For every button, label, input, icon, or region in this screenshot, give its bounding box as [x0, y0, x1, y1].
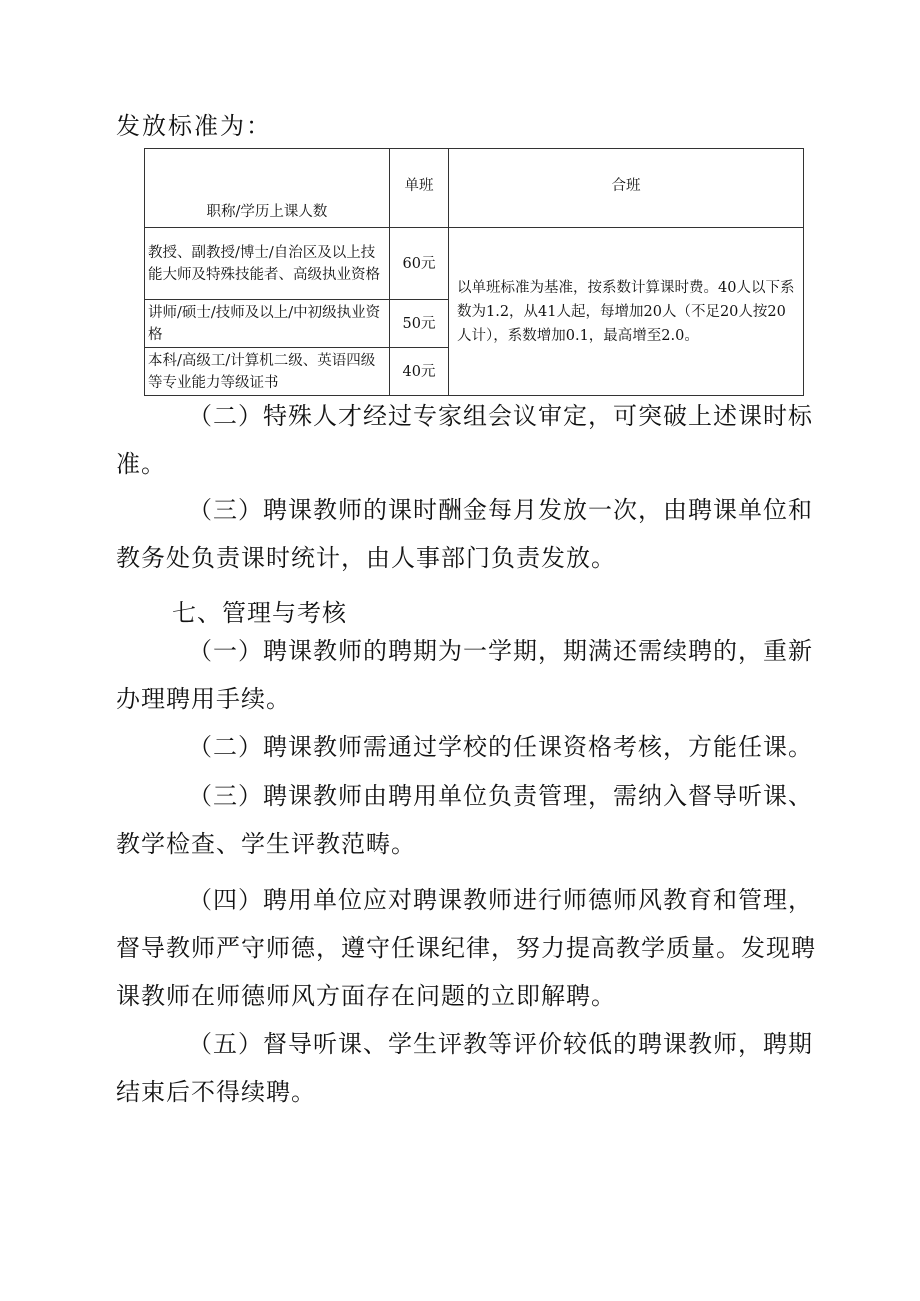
- paragraph: [116, 723, 836, 771]
- table-header-row: [145, 149, 804, 228]
- paragraph-text: （四）聘用单位应对聘课教师进行师德师风教育和管理，督导教师严守师德，遵守任课纪律，努力提高教学质量。发现聘课教师在师德师风方面存在问题的立即解聘。: [116, 886, 816, 1010]
- category-cell: 讲师/硕士/技师及以上/中初级执业资格: [145, 300, 390, 348]
- paragraph: [116, 876, 836, 1020]
- rate-cell: 50元: [390, 300, 449, 348]
- header-title-cell: 职称/学历上课人数: [145, 149, 390, 228]
- paragraph-text: （二）聘课教师需通过学校的任课资格考核，方能任课。: [188, 733, 813, 761]
- paragraph-text: （五）督导听课、学生评教等评价较低的聘课教师，聘期结束后不得续聘。: [116, 1030, 813, 1106]
- paragraph-text: （一）聘课教师的聘期为一学期，期满还需续聘的，重新办理聘用手续。: [116, 637, 813, 713]
- category-cell: 教授、副教授/博士/自治区及以上技能大师及特殊技能者、高级执业资格: [145, 228, 390, 300]
- header-single-cell: 单班: [390, 149, 449, 228]
- combined-note-cell: 以单班标准为基准，按系数计算课时费。40人以下系数为1.2，从41人起，每增加20人（不足20人按20人计），系数增加0.1，最高增至2.0。: [449, 228, 804, 396]
- rate-cell: 60元: [390, 228, 449, 300]
- paragraph: [116, 486, 836, 582]
- paragraph-text: （三）聘课教师由聘用单位负责管理，需纳入督导听课、教学检查、学生评教范畴。: [116, 782, 813, 858]
- paragraph: [116, 392, 836, 488]
- category-cell: 本科/高级工/计算机二级、英语四级等专业能力等级证书: [145, 348, 390, 396]
- table-row: [145, 228, 804, 300]
- rate-cell: 40元: [390, 348, 449, 396]
- section-title: 七、管理与考核: [172, 599, 347, 627]
- paragraph: [116, 627, 836, 723]
- fee-standard-table: [144, 148, 804, 396]
- paragraph: [116, 1020, 836, 1116]
- intro-text: 发放标准为：: [116, 112, 272, 140]
- paragraph-text: （三）聘课教师的课时酬金每月发放一次，由聘课单位和教务处负责课时统计，由人事部门负责发放。: [116, 496, 813, 572]
- header-combined-cell: 合班: [449, 149, 804, 228]
- paragraph: [116, 772, 836, 868]
- paragraph-text: （二）特殊人才经过专家组会议审定，可突破上述课时标准。: [116, 402, 813, 478]
